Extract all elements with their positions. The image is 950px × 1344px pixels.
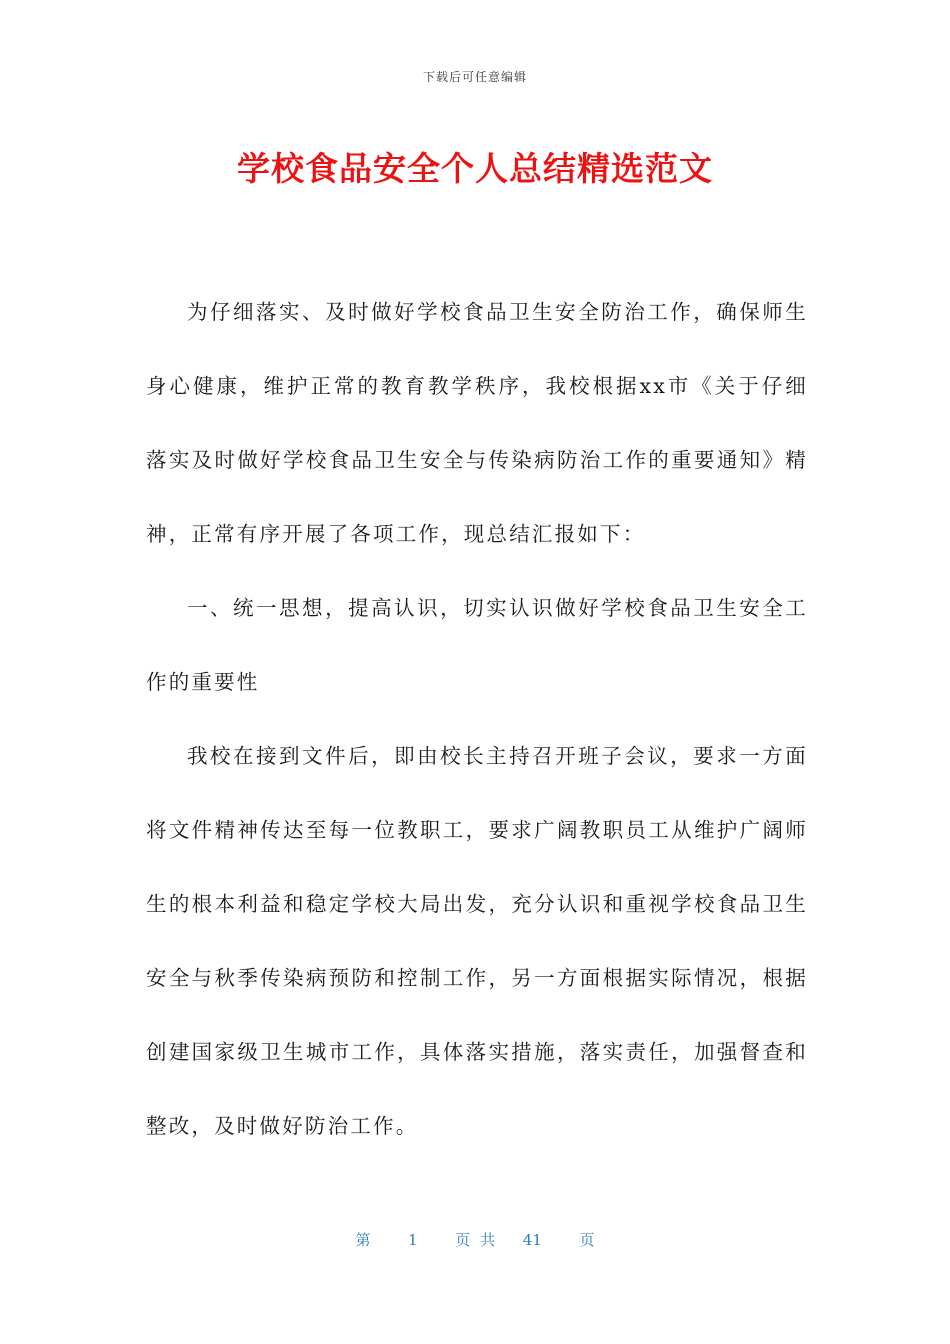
document-body [146, 275, 808, 1163]
footer-current-page: 1 [408, 1231, 418, 1249]
paragraph-intro: 为仔细落实、及时做好学校食品卫生安全防治工作，确保师生身心健康，维护正常的教育教学秩序，我校根据xx市《关于仔细落实及时做好学校食品卫生安全与传染病防治工作的重要通知》精神，正常有序开展了各项工作，现总结汇报如下： [146, 300, 808, 546]
footer-page-prefix: 第 [355, 1231, 371, 1249]
footer-page-middle: 页共 [455, 1231, 506, 1249]
document-title: 学校食品安全个人总结精选范文 [237, 149, 713, 188]
page-footer [0, 1229, 950, 1250]
header-note: 下载后可任意编辑 [422, 70, 527, 84]
paragraph-section-heading: 一、统一思想，提高认识，切实认识做好学校食品卫生安全工作的重要性 [146, 596, 808, 694]
footer-page-suffix: 页 [579, 1231, 595, 1249]
footer-total-pages: 41 [522, 1231, 542, 1249]
paragraph-section-body: 我校在接到文件后，即由校长主持召开班子会议，要求一方面将文件精神传达至每一位教职工，要求广阔教职员工从维护广阔师生的根本利益和稳定学校大局出发，充分认识和重视学校食品卫生安全与秋季传染病预防和控制工作，另一方面根据实际情况，根据创建国家级卫生城市工作，具体落实措施，落实责任，加强督查和整改，及时做好防治工作。 [146, 744, 808, 1138]
